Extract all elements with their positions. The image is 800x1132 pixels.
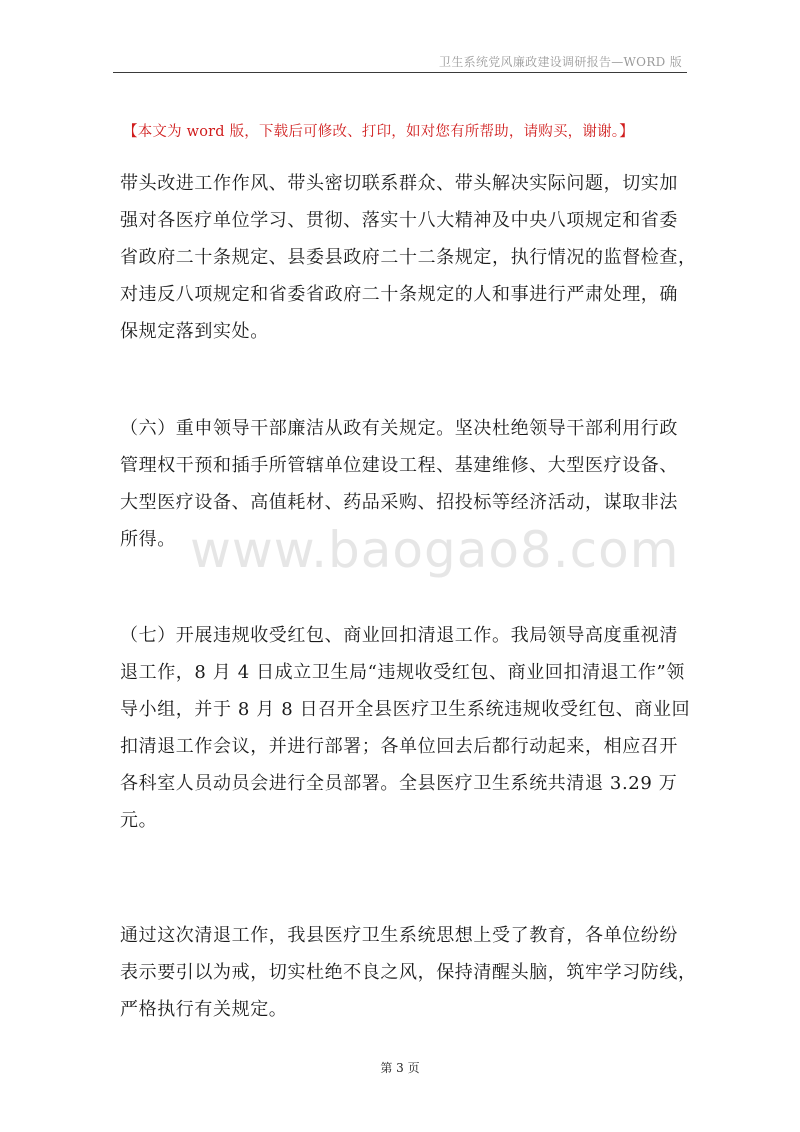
watermark-text: www.baogao8.com	[190, 521, 680, 579]
paragraph-line: 管理权干预和插手所管辖单位建设工程、基建维修、大型医疗设备、	[120, 455, 678, 476]
paragraph-1	[120, 165, 697, 350]
paragraph-3	[120, 617, 690, 839]
paragraph-4	[120, 917, 697, 1028]
paragraph-line: 对违反八项规定和省委省政府二十条规定的人和事进行严肃处理，确	[120, 284, 678, 305]
paragraph-line: 省政府二十条规定、县委县政府二十二条规定，执行情况的监督检查，	[120, 247, 697, 268]
paragraph-line: 通过这次清退工作，我县医疗卫生系统思想上受了教育，各单位纷纷	[120, 925, 678, 946]
paragraph-line: （七）开展违规收受红包、商业回扣清退工作。我局领导高度重视清	[120, 625, 678, 646]
header-divider	[113, 72, 687, 73]
paragraph-line: （六）重申领导干部廉洁从政有关规定。坚决杜绝领导干部利用行政	[120, 418, 678, 439]
paragraph-line: 保规定落到实处。	[120, 321, 269, 342]
paragraph-line: 强对各医疗单位学习、贯彻、落实十八大精神及中央八项规定和省委	[120, 210, 678, 231]
header-title: 卫生系统党风廉政建设调研报告—WORD 版	[439, 55, 682, 69]
download-notice: 【本文为 word 版，下载后可修改、打印，如对您有所帮助，请购买，谢谢。】	[123, 124, 634, 140]
paragraph-line: 所得。	[120, 529, 176, 550]
paragraph-line: 元。	[120, 810, 158, 831]
paragraph-line: 表示要引以为戒，切实杜绝不良之风，保持清醒头脑，筑牢学习防线，	[120, 962, 697, 983]
paragraph-line: 大型医疗设备、高值耗材、药品采购、招投标等经济活动，谋取非法	[120, 492, 678, 513]
paragraph-2	[120, 410, 690, 558]
paragraph-line: 带头改进工作作风、带头密切联系群众、带头解决实际问题，切实加	[120, 173, 678, 194]
page-number: 第 3 页	[380, 1061, 420, 1075]
paragraph-line: 扣清退工作会议，并进行部署；各单位回去后都行动起来，相应召开	[120, 736, 678, 757]
paragraph-line: 退工作，8 月 4 日成立卫生局“违规收受红包、商业回扣清退工作”领	[120, 662, 685, 683]
paragraph-line: 导小组，并于 8 月 8 日召开全县医疗卫生系统违规收受红包、商业回	[120, 699, 691, 720]
paragraph-line: 严格执行有关规定。	[120, 999, 288, 1020]
paragraph-line: 各科室人员动员会进行全员部署。全县医疗卫生系统共清退 3.29 万	[120, 773, 678, 794]
